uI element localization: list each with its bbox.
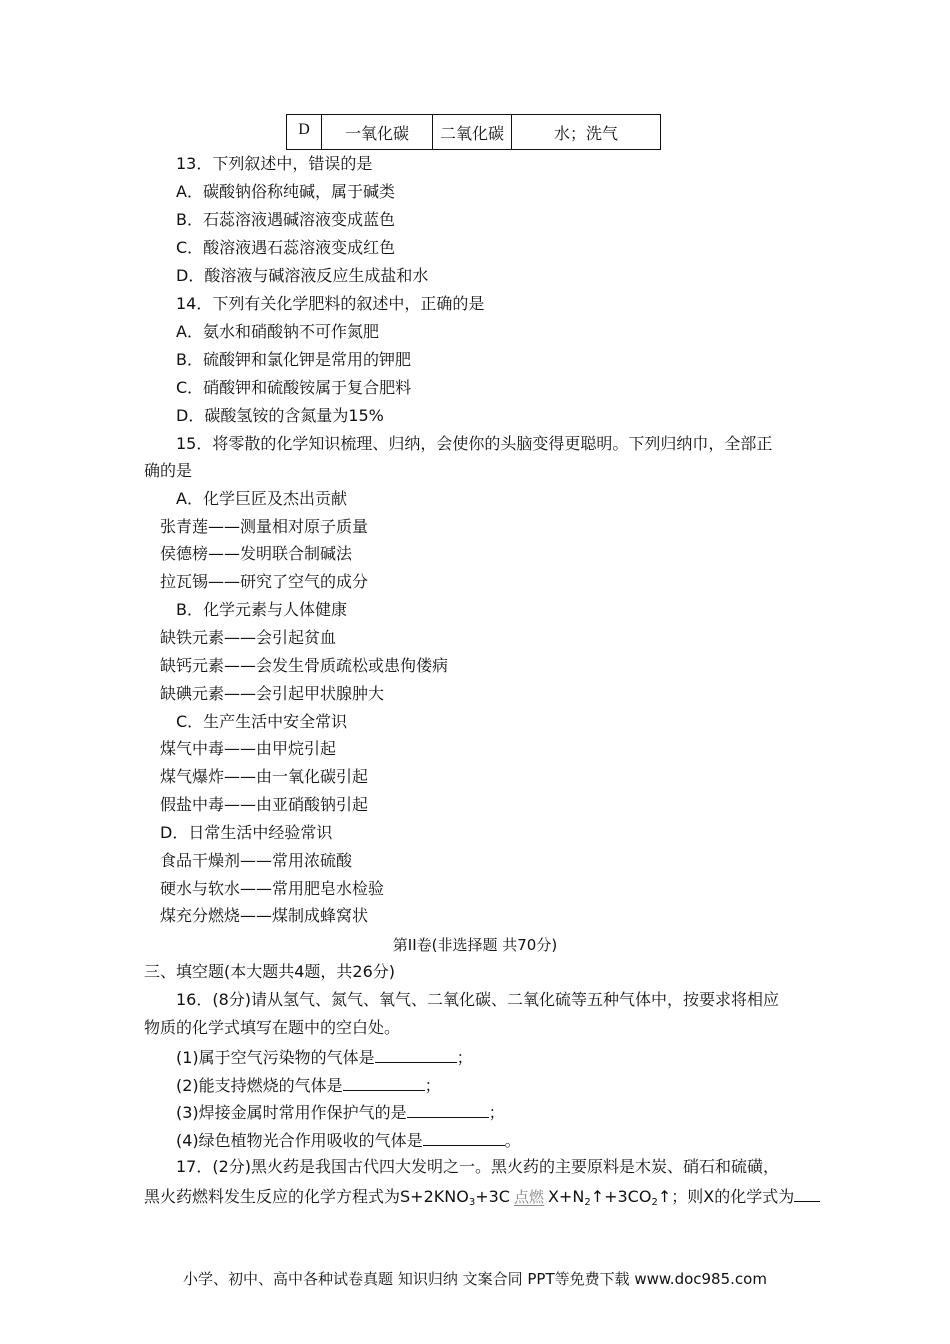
answer-blank[interactable] — [407, 1101, 489, 1118]
section-2-title: 第II卷(非选择题 共70分) — [392, 936, 558, 954]
answer-blank[interactable] — [423, 1129, 505, 1146]
q15-b-item: 缺铁元素——会引起贫血 — [160, 628, 337, 647]
q15-d-title: D．日常生活中经验常识 — [160, 823, 333, 842]
q15-a-item: 拉瓦锡——研究了空气的成分 — [160, 572, 369, 591]
table-cell: 二氧化碳 — [433, 115, 512, 150]
q14-option-c: C．硝酸钾和硫酸铵属于复合肥料 — [176, 378, 412, 397]
q15-a-title: A．化学巨匠及杰出贡献 — [176, 489, 347, 508]
q16-stem-line1: 16．(8分)请从氢气、氮气、氧气、二氧化碳、二氧化硫等五种气体中，按要求将相应 — [176, 990, 780, 1009]
q13-option-c: C．酸溶液遇石蕊溶液变成红色 — [176, 238, 396, 257]
q15-d-item: 煤充分燃烧——煤制成蜂窝状 — [160, 906, 369, 925]
q13-option-d: D．酸溶液与碱溶液反应生成盐和水 — [176, 266, 429, 285]
q14-stem: 14．下列有关化学肥料的叙述中，正确的是 — [176, 294, 485, 313]
q14-option-d: D．碳酸氢铵的含氮量为15% — [176, 406, 384, 425]
q16-item-2: (2)能支持燃烧的气体是 ； — [176, 1076, 441, 1095]
q14-option-b: B．硫酸钾和氯化钾是常用的钾肥 — [176, 350, 411, 369]
q15-b-item: 缺钙元素——会发生骨质疏松或患佝偻病 — [160, 656, 449, 675]
table-cell: 水；洗气 — [512, 115, 661, 150]
q16-item-3: (3)焊接金属时常用作保护气的是 ； — [176, 1103, 505, 1122]
q15-stem-line1: 15．将零散的化学知识梳理、归纳，会使你的头脑变得更聪明。下列归纳巾，全部正 — [176, 434, 773, 453]
q15-d-item: 食品干燥剂——常用浓硫酸 — [160, 851, 353, 870]
q14-option-a: A．氨水和硝酸钠不可作氮肥 — [176, 322, 379, 341]
q15-c-item: 煤气中毒——由甲烷引起 — [160, 739, 337, 758]
page-footer: 小学、初中、高中各种试卷真题 知识归纳 文案合同 PPT等免费下载 www.doc985.com — [183, 1270, 767, 1288]
answer-blank[interactable] — [343, 1074, 425, 1091]
q15-b-item: 缺碘元素——会引起甲状腺肿大 — [160, 684, 385, 703]
q13-stem: 13．下列叙述中，错误的是 — [176, 154, 373, 173]
answer-blank[interactable] — [375, 1046, 457, 1063]
q16-item-4: (4)绿色植物光合作用吸收的气体是 。 — [176, 1131, 521, 1150]
q15-d-item: 硬水与软水——常用肥皂水检验 — [160, 879, 385, 898]
section-3-title: 三、填空题(本大题共4题，共26分) — [144, 962, 396, 981]
q13-option-b: B．石蕊溶液遇碱溶液变成蓝色 — [176, 210, 395, 229]
q17-line1: 17．(2分)黑火药是我国古代四大发明之一。黑火药的主要原料是木炭、硝石和硫磺， — [176, 1157, 780, 1176]
table-cell: D — [287, 115, 322, 150]
q15-c-item: 假盐中毒——由亚硝酸钠引起 — [160, 795, 369, 814]
table-row — [287, 115, 661, 150]
answer-table — [286, 114, 661, 150]
q16-stem-line2: 物质的化学式填写在题中的空白处。 — [144, 1018, 401, 1037]
table-cell: 一氧化碳 — [322, 115, 433, 150]
q16-item-1: (1)属于空气污染物的气体是 ； — [176, 1048, 473, 1067]
q17-line2: 黑火药燃料发生反应的化学方程式为$S+2KNO_3+3C$ 点燃 $X+N_2↑+3CO_2↑$；则X的化学式为 — [144, 1185, 820, 1207]
reaction-condition: 点燃 — [513, 1188, 544, 1206]
q15-c-item: 煤气爆炸——由一氧化碳引起 — [160, 767, 369, 786]
answer-blank[interactable] — [794, 1185, 820, 1202]
q15-b-title: B．化学元素与人体健康 — [176, 600, 347, 619]
q15-a-item: 侯德榜——发明联合制碱法 — [160, 544, 353, 563]
q15-c-title: C．生产生活中安全常识 — [176, 712, 348, 731]
q15-stem-line2: 确的是 — [144, 461, 193, 480]
q15-a-item: 张青莲——测量相对原子质量 — [160, 517, 369, 536]
q13-option-a: A．碳酸钠俗称纯碱，属于碱类 — [176, 182, 395, 201]
